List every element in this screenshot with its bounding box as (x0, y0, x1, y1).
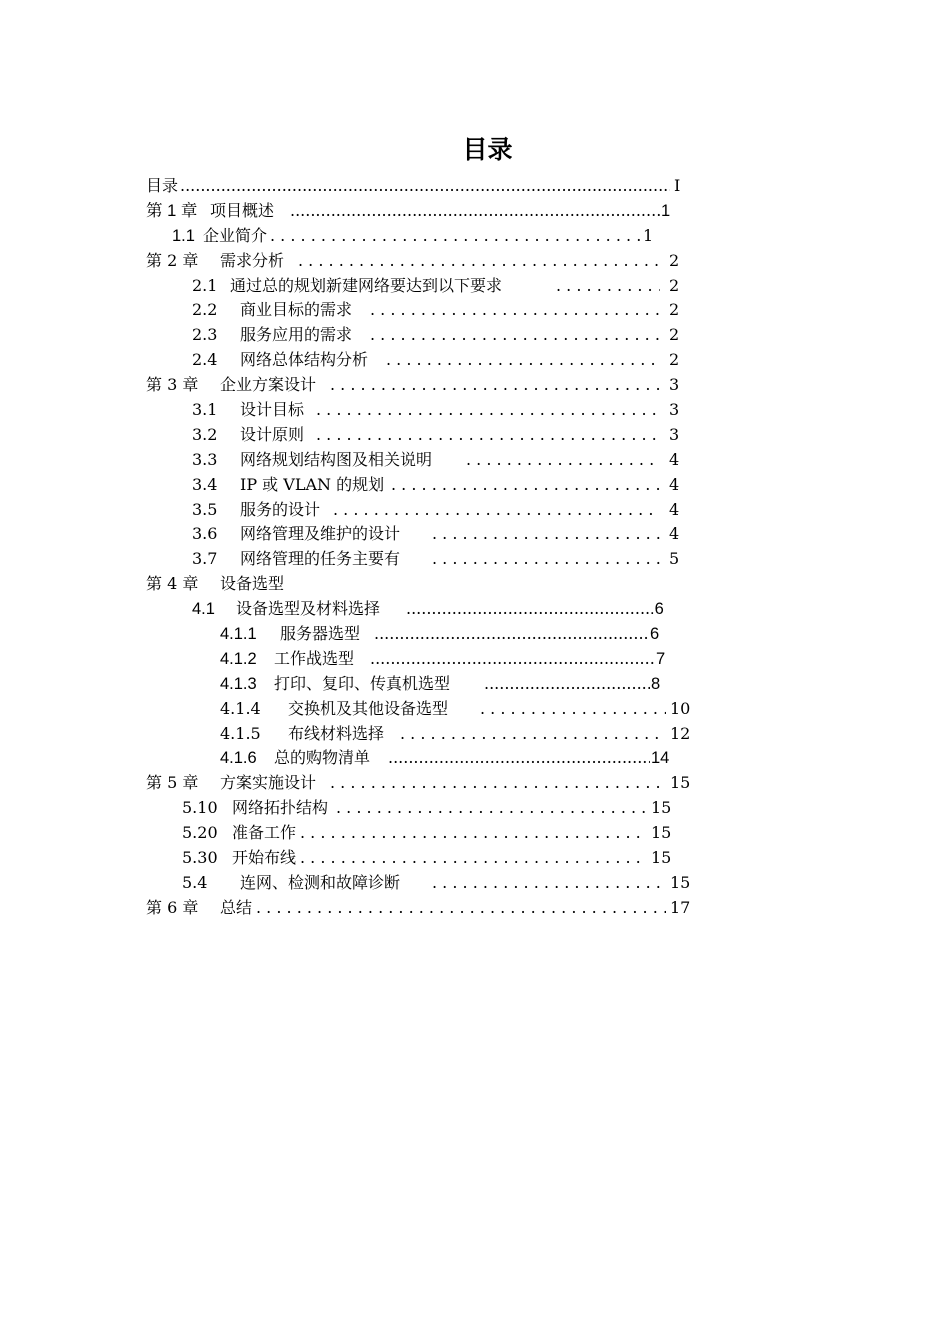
toc-entry-label: 设备选型及材料选择 (236, 599, 381, 619)
toc-entry-page: 5 (669, 549, 680, 569)
toc-entry-number: 5.20 (182, 823, 218, 843)
toc-entry-page: 2 (669, 275, 680, 295)
toc-entry-label: 连网、检测和故障诊断 (240, 872, 401, 892)
toc-leader-dots (466, 448, 660, 473)
toc-entry-page: 1 (661, 201, 671, 220)
toc-entry-number: 第 2 章 (146, 250, 199, 270)
toc-entry-5-30[interactable] (0, 846, 950, 871)
toc-entry-5-20[interactable] (0, 821, 950, 846)
toc-entry-page: 2 (669, 325, 680, 345)
toc-leader-dots (391, 473, 660, 498)
toc-entry-3-4[interactable] (0, 473, 950, 498)
toc-entry-4-1-1[interactable] (0, 622, 950, 647)
toc-entry-page: 3 (669, 375, 680, 395)
toc-entry-page: .6 (650, 600, 664, 619)
toc-entry-page: 2 (669, 300, 680, 320)
toc-entry-label: 总结 (220, 897, 253, 917)
toc-entry-number: 4.1.3 (220, 674, 257, 693)
toc-entry-number: 4.1.2 (220, 649, 257, 668)
toc-leader-dots (484, 672, 650, 697)
toc-entry-chapter-6[interactable] (0, 896, 950, 921)
toc-entry-page: 3 (669, 424, 680, 444)
toc-leader-dots (432, 871, 660, 896)
toc-entry-4-1[interactable] (0, 597, 950, 622)
toc-entry-page: 7 (656, 649, 666, 668)
page-title: 目录 (462, 135, 513, 164)
toc-entry-page: 14 (651, 749, 670, 768)
toc-entry-chapter-1[interactable] (0, 199, 950, 224)
toc-entry-3-7[interactable] (0, 547, 950, 572)
toc-entry-label: 设计原则 (240, 424, 305, 444)
toc-entry-label: 布线材料选择 (288, 723, 385, 743)
toc-entry-number: 2.4 (192, 350, 218, 370)
toc-entry-page: 4 (669, 449, 680, 469)
toc-entry-3-1[interactable] (0, 398, 950, 423)
toc-entry-number: 2.1 (192, 275, 218, 295)
toc-entry-page: 17 (670, 897, 691, 917)
toc-entry-page: 6 (650, 625, 660, 644)
table-of-contents (0, 174, 950, 921)
toc-entry-number: 4.1.6 (220, 749, 257, 768)
toc-leader-dots (406, 597, 650, 622)
toc-leader-dots (370, 323, 660, 348)
toc-entry-chapter-5[interactable] (0, 771, 950, 796)
toc-leader-dots (370, 298, 660, 323)
toc-entry-label: 网络规划结构图及相关说明 (240, 449, 433, 469)
toc-leader-dots (432, 547, 660, 572)
toc-entry-chapter-2[interactable] (0, 249, 950, 274)
toc-entry-label: 企业简介 (203, 225, 268, 245)
toc-leader-dots (330, 373, 660, 398)
toc-entry-4-1-3[interactable] (0, 672, 950, 697)
toc-entry-number: 第 5 章 (146, 773, 199, 793)
toc-entry-chapter-3[interactable] (0, 373, 950, 398)
toc-entry-5-4[interactable] (0, 871, 950, 896)
toc-leader-dots (300, 821, 646, 846)
toc-entry-label: 服务器选型 (280, 624, 361, 644)
toc-entry-number: 4.1 (192, 600, 215, 619)
toc-entry-page: 15 (651, 798, 672, 818)
toc-entry-number: 目录 (146, 176, 179, 195)
toc-leader-dots (290, 199, 660, 224)
toc-entry-label: 网络拓扑结构 (232, 798, 329, 818)
toc-entry-3-2[interactable] (0, 423, 950, 448)
toc-entry-number: 5.30 (182, 848, 218, 868)
toc-entry-number: 3.5 (192, 499, 218, 519)
toc-entry-4-1-6[interactable] (0, 746, 950, 771)
toc-entry-chapter-4[interactable] (0, 572, 950, 597)
toc-entry-contents[interactable] (0, 174, 950, 199)
toc-leader-dots (270, 224, 640, 249)
toc-entry-3-3[interactable] (0, 448, 950, 473)
toc-entry-page: 8 (651, 674, 661, 693)
toc-entry-number: 第 6 章 (146, 897, 199, 917)
toc-entry-label: 通过总的规划新建网络要达到以下要求 (230, 275, 503, 295)
toc-entry-number: 5.4 (182, 872, 208, 892)
toc-leader-dots (432, 522, 660, 547)
toc-entry-label: 项目概述 (210, 200, 275, 220)
toc-entry-page: 10 (670, 698, 691, 718)
toc-entry-number: 2.3 (192, 325, 218, 345)
toc-leader-dots (480, 697, 666, 722)
toc-entry-page: 2 (669, 350, 680, 370)
toc-leader-dots (370, 647, 656, 672)
toc-entry-label: 企业方案设计 (220, 375, 317, 395)
toc-leader-dots (336, 796, 646, 821)
toc-entry-label: 打印、复印、传真机选型 (274, 673, 451, 693)
toc-entry-label: 服务的设计 (240, 499, 321, 519)
toc-leader-dots (556, 274, 660, 299)
toc-entry-number: 1.1 (172, 226, 195, 245)
toc-entry-number: 3.6 (192, 524, 218, 544)
toc-entry-number: 3.4 (192, 474, 218, 494)
toc-entry-number: 4.1.4 (220, 698, 261, 718)
toc-entry-number: 3.3 (192, 449, 218, 469)
toc-entry-page: 2 (669, 250, 680, 270)
toc-entry-label: 方案实施设计 (220, 773, 317, 793)
toc-entry-2-2[interactable] (0, 298, 950, 323)
toc-entry-page: I (674, 176, 681, 195)
toc-entry-2-1[interactable] (0, 274, 950, 299)
toc-entry-label: 网络管理及维护的设计 (240, 524, 401, 544)
toc-leader-dots (333, 498, 660, 523)
toc-entry-label: 网络管理的任务主要有 (240, 549, 401, 569)
toc-entry-number: 5.10 (182, 798, 218, 818)
toc-entry-number: 4.1.5 (220, 723, 261, 743)
toc-entry-page: 15 (651, 823, 672, 843)
toc-leader-dots (298, 249, 660, 274)
toc-entry-label: 总的购物清单 (274, 748, 371, 768)
toc-entry-label: 网络总体结构分析 (240, 350, 369, 370)
toc-entry-number: 3.2 (192, 424, 218, 444)
toc-entry-page: 4 (669, 524, 680, 544)
toc-leader-dots (386, 348, 660, 373)
toc-entry-number: 第 4 章 (146, 574, 199, 594)
toc-leader-dots (330, 771, 666, 796)
toc-entry-label: 开始布线 (232, 848, 297, 868)
toc-entry-page: 12 (670, 723, 691, 743)
toc-entry-page: 15 (670, 773, 691, 793)
toc-leader-dots (374, 622, 648, 647)
toc-entry-1-1[interactable] (0, 224, 950, 249)
toc-entry-label: 准备工作 (232, 823, 297, 843)
toc-entry-4-1-5[interactable] (0, 722, 950, 747)
toc-entry-page: 4 (669, 499, 680, 519)
toc-entry-label: 商业目标的需求 (240, 300, 353, 320)
toc-entry-2-4[interactable] (0, 348, 950, 373)
toc-entry-4-1-4[interactable] (0, 697, 950, 722)
toc-entry-page: 15 (670, 872, 691, 892)
toc-entry-3-5[interactable] (0, 498, 950, 523)
toc-leader-dots (388, 746, 650, 771)
toc-leader-dots (300, 846, 646, 871)
toc-entry-number: 第 3 章 (146, 375, 199, 395)
toc-entry-page: 1 (643, 225, 654, 245)
toc-entry-number: 第 1 章 (146, 201, 198, 220)
toc-leader-dots (316, 398, 660, 423)
toc-entry-label: 需求分析 (220, 250, 285, 270)
toc-entry-number: 2.2 (192, 300, 218, 320)
toc-entry-3-6[interactable] (0, 522, 950, 547)
toc-leader-dots (400, 722, 666, 747)
toc-leader-dots (256, 896, 666, 921)
toc-entry-number: 4.1.1 (220, 625, 257, 644)
toc-entry-label: IP 或 VLAN 的规划 (240, 474, 385, 494)
toc-entry-label: 交换机及其他设备选型 (288, 698, 449, 718)
toc-entry-2-3[interactable] (0, 323, 950, 348)
toc-entry-label: 工作战选型 (274, 648, 355, 668)
toc-entry-page: 15 (651, 848, 672, 868)
toc-entry-page: 4 (669, 474, 680, 494)
toc-entry-label: 设计目标 (240, 400, 305, 420)
toc-entry-number: 3.1 (192, 400, 218, 420)
toc-entry-label: 服务应用的需求 (240, 325, 353, 345)
toc-leader-dots (180, 174, 670, 199)
toc-entry-4-1-2[interactable] (0, 647, 950, 672)
toc-entry-label: 设备选型 (220, 574, 285, 594)
toc-leader-dots (316, 423, 660, 448)
toc-entry-number: 3.7 (192, 549, 218, 569)
toc-entry-5-10[interactable] (0, 796, 950, 821)
toc-entry-page: 3 (669, 400, 680, 420)
